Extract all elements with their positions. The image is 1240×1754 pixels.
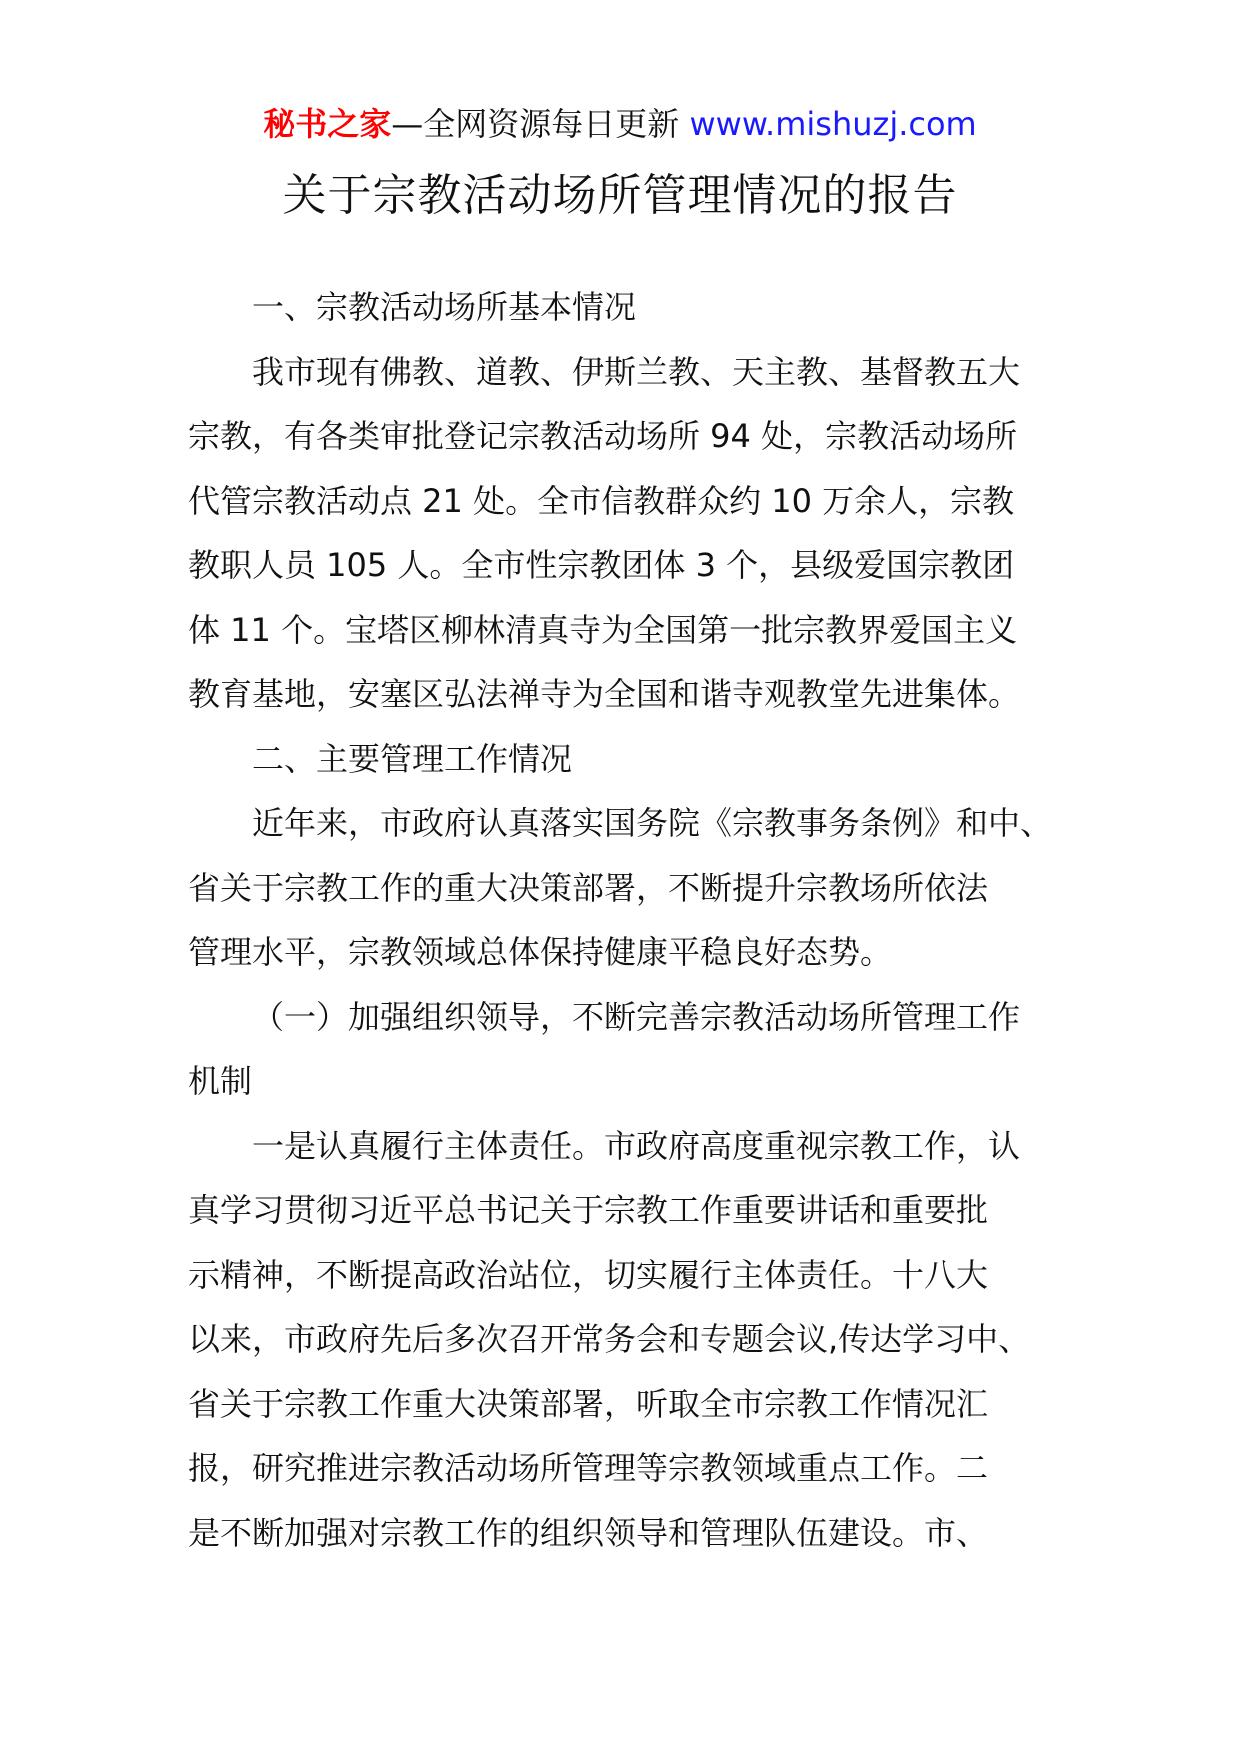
section-heading-1: 一、宗教活动场所基本情况 [252,288,637,326]
paragraph-line: 省关于宗教工作重大决策部署，听取全市宗教工作情况汇 [188,1384,989,1423]
paragraph-line: 近年来，市政府认真落实国务院《宗教事务条例》和中、 [252,804,1053,842]
site-slogan: —全网资源每日更新 [391,105,680,143]
paragraph-line: 以来，市政府先后多次召开常务会和专题会议,传达学习中、 [188,1320,1031,1358]
paragraph-line: 真学习贯彻习近平总书记关于宗教工作重要讲话和重要批 [188,1191,989,1229]
paragraph-line: 教育基地，安塞区弘法禅寺为全国和谐寺观教堂先进集体。 [188,675,1021,713]
site-url[interactable]: www.mishuzj.com [689,105,977,143]
paragraph-line: 代管宗教活动点 21 处。全市信教群众约 10 万余人，宗教 [188,481,1015,520]
document-body [188,275,1088,1565]
paragraph-line: 一是认真履行主体责任。市政府高度重视宗教工作，认 [252,1126,1021,1165]
document-title: 关于宗教活动场所管理情况的报告 [282,170,958,221]
site-header [0,100,1240,148]
section-heading-2: 二、主要管理工作情况 [252,739,573,778]
paragraph-line: 体 11 个。宝塔区柳林清真寺为全国第一批宗教界爱国主义 [188,610,1018,649]
paragraph-line: 我市现有佛教、道教、伊斯兰教、天主教、基督教五大 [252,352,1021,391]
paragraph-line: 省关于宗教工作的重大决策部署，不断提升宗教场所依法 [188,868,989,907]
subsection-heading-cont: 机制 [188,1062,253,1100]
paragraph-line: 管理水平，宗教领域总体保持健康平稳良好态势。 [188,933,893,971]
paragraph-line: 是不断加强对宗教工作的组织领导和管理队伍建设。市、 [188,1513,989,1552]
paragraph-line: 示精神，不断提高政治站位，切实履行主体责任。十八大 [188,1255,989,1294]
paragraph-line: 教职人员 105 人。全市性宗教团体 3 个，县级爱国宗教团 [188,546,1015,584]
subsection-heading: （一）加强组织领导，不断完善宗教活动场所管理工作 [252,997,1021,1036]
paragraph-line: 宗教，有各类审批登记宗教活动场所 94 处，宗教活动场所 [188,417,1018,455]
paragraph-line: 报，研究推进宗教活动场所管理等宗教领域重点工作。二 [188,1449,989,1487]
site-name: 秘书之家 [263,105,392,143]
